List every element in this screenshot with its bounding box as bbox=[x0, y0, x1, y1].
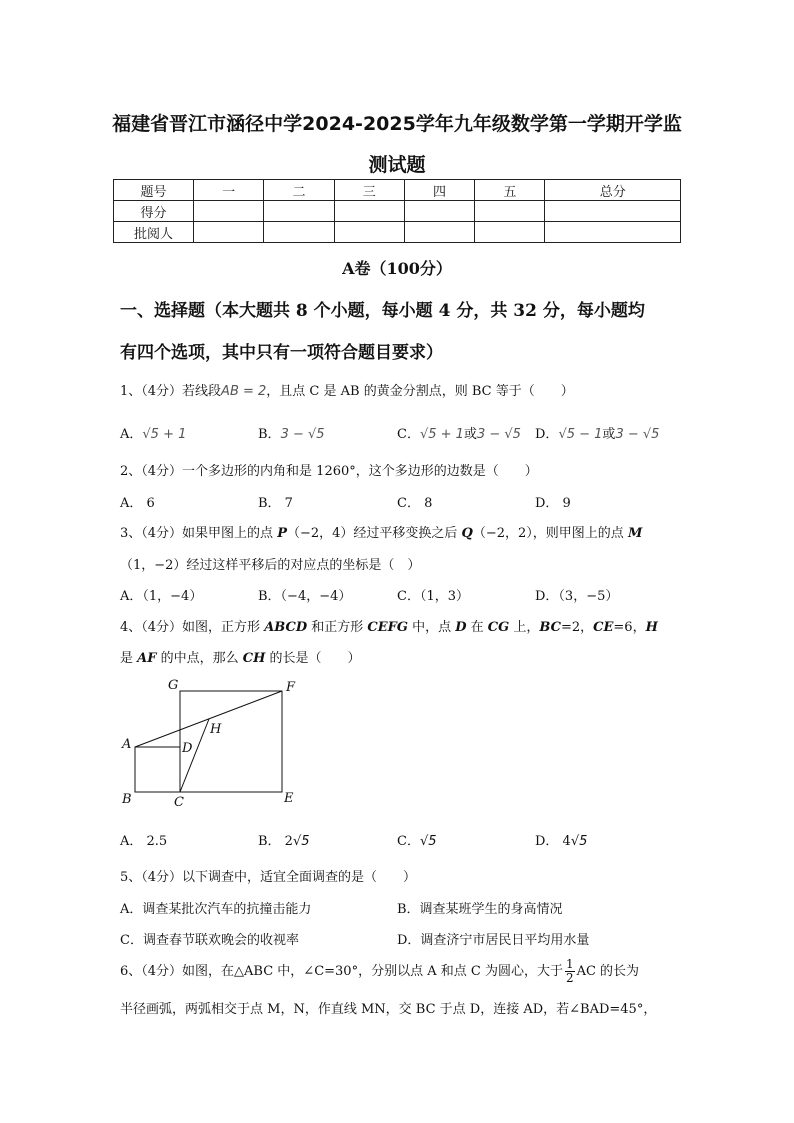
exam-title-line2: 测试题 bbox=[368, 154, 426, 176]
score-cell bbox=[334, 201, 404, 222]
q3-option-b[interactable]: B．（−4，−4） bbox=[258, 589, 352, 604]
q1-option-d-or: 或 bbox=[602, 427, 616, 442]
score-table bbox=[113, 179, 681, 243]
q4-option-a[interactable] bbox=[120, 830, 167, 849]
q4-option-d[interactable] bbox=[535, 830, 587, 849]
label-c: C bbox=[174, 795, 184, 810]
q3-option-d[interactable]: D．（3，−5） bbox=[535, 589, 619, 604]
q4-stem-line1 bbox=[120, 616, 658, 635]
q4-option-d-math: √5 bbox=[570, 834, 588, 849]
q6-text: AC 的长为 bbox=[576, 964, 640, 979]
q3-option-c[interactable]: C．（1，3） bbox=[397, 589, 469, 604]
grader-cell bbox=[334, 222, 404, 243]
q6-fraction-denominator: 2 bbox=[565, 971, 574, 985]
q4-option-b[interactable] bbox=[258, 830, 310, 849]
q1-option-b-math: 3 − √5 bbox=[280, 427, 325, 442]
q1-option-c-math: √5 + 1 bbox=[419, 427, 464, 442]
score-cell bbox=[475, 201, 545, 222]
score-table-header-cell: 一 bbox=[194, 180, 264, 201]
q1-option-b-label: B． bbox=[258, 427, 281, 442]
q4-point-d: D bbox=[455, 620, 467, 635]
label-f: F bbox=[286, 680, 296, 695]
score-cell bbox=[545, 201, 681, 222]
q3-point-m: M bbox=[627, 526, 643, 541]
q4-option-a-label: A． 2.5 bbox=[120, 834, 168, 849]
q4-text: =6， bbox=[613, 620, 646, 635]
q4-text: 的长是（ ） bbox=[265, 651, 361, 666]
score-table-header-cell: 二 bbox=[264, 180, 334, 201]
q5-option-d[interactable]: D．调查济宁市居民日平均用水量 bbox=[397, 933, 590, 948]
q6-text: 6、（4分）如图，在△ABC 中，∠C=30°，分别以点 A 和点 C 为圆心，大于 bbox=[120, 964, 563, 979]
q4-option-d-label: D． 4 bbox=[535, 834, 571, 849]
q1-option-c-or: 或 bbox=[463, 427, 477, 442]
label-d: D bbox=[182, 741, 193, 756]
q4-option-c-math: √5 bbox=[419, 834, 437, 849]
grader-cell bbox=[545, 222, 681, 243]
q4-text: 上， bbox=[509, 620, 540, 635]
label-g: G bbox=[168, 678, 179, 693]
q3-text: （−2，4）经过平移变换之后 bbox=[286, 526, 462, 541]
q2-option-a[interactable]: A． 6 bbox=[120, 496, 155, 511]
q1-option-a-label: A． bbox=[120, 427, 143, 442]
score-table-row-grader bbox=[114, 222, 681, 243]
square-cefg bbox=[180, 691, 282, 792]
q1-option-c-label: C． bbox=[397, 427, 420, 442]
q4-square-cefg: CEFG bbox=[367, 620, 408, 635]
q1-stem bbox=[120, 380, 574, 399]
q1-option-c-math2: 3 − √5 bbox=[476, 427, 521, 442]
q5-option-c[interactable]: C．调查春节联欢晚会的收视率 bbox=[120, 933, 299, 948]
score-table-header-cell: 五 bbox=[475, 180, 545, 201]
score-table-header-cell: 题号 bbox=[114, 180, 194, 201]
section1-heading-line1: 一、选择题（本大题共 8 个小题，每小题 4 分，共 32 分，每小题均 bbox=[120, 301, 645, 321]
q1-stem-math: AB = 2 bbox=[221, 384, 267, 399]
q3-text: （−2，2），则甲图上的点 bbox=[472, 526, 628, 541]
paper-a-label: A卷（100分） bbox=[342, 259, 452, 278]
q1-option-b[interactable] bbox=[258, 423, 325, 442]
q1-option-d-label: D． bbox=[535, 427, 559, 442]
grader-row-label: 批阅人 bbox=[114, 222, 194, 243]
q2-option-d[interactable]: D． 9 bbox=[535, 496, 571, 511]
q4-text: 中，点 bbox=[407, 620, 456, 635]
q4-square-abcd: ABCD bbox=[264, 620, 308, 635]
q6-fraction-half bbox=[565, 958, 575, 985]
q4-segment-ch: CH bbox=[242, 651, 266, 666]
q4-text: 的中点，那么 bbox=[156, 651, 243, 666]
q4-segment-cg: CG bbox=[487, 620, 510, 635]
q4-text: 4、（4分）如图，正方形 bbox=[120, 620, 265, 635]
q1-option-a-math: √5 + 1 bbox=[142, 427, 187, 442]
q2-stem: 2、（4分）一个多边形的内角和是 1260°，这个多边形的边数是（ ） bbox=[120, 464, 538, 479]
q4-point-h: H bbox=[645, 620, 658, 635]
score-table-header-cell: 总分 bbox=[545, 180, 681, 201]
q1-option-c[interactable] bbox=[397, 423, 521, 442]
exam-title-line1: 福建省晋江市涵径中学2024-2025学年九年级数学第一学期开学监 bbox=[112, 113, 682, 135]
q3-point-q: Q bbox=[461, 526, 473, 541]
score-cell bbox=[264, 201, 334, 222]
q4-text: 在 bbox=[466, 620, 488, 635]
section1-heading-line2: 有四个选项，其中只有一项符合题目要求） bbox=[120, 343, 443, 363]
q4-option-c-label: C． bbox=[397, 834, 420, 849]
grader-cell bbox=[194, 222, 264, 243]
grader-cell bbox=[264, 222, 334, 243]
score-row-label: 得分 bbox=[114, 201, 194, 222]
q4-geometry-figure bbox=[118, 676, 308, 811]
q6-stem-line2: 半径画弧，两弧相交于点 M，N，作直线 MN，交 BC 于点 D，连接 AD，若∠BAD=45°， bbox=[120, 1002, 657, 1017]
q4-stem-line2 bbox=[120, 647, 361, 666]
q3-point-p: P bbox=[277, 526, 287, 541]
q4-segment-bc: BC bbox=[539, 620, 561, 635]
q4-text: 和正方形 bbox=[307, 620, 368, 635]
q1-stem-pre: 1、（4分）若线段 bbox=[120, 384, 222, 399]
label-e: E bbox=[284, 791, 294, 806]
q4-text: =2， bbox=[560, 620, 594, 635]
q1-option-d[interactable] bbox=[535, 423, 659, 442]
q4-option-b-math: √5 bbox=[292, 834, 310, 849]
label-a: A bbox=[122, 737, 132, 752]
q4-text: 是 bbox=[120, 651, 138, 666]
score-cell bbox=[404, 201, 474, 222]
label-h: H bbox=[210, 722, 222, 737]
score-table-header-row bbox=[114, 180, 681, 201]
q5-option-a[interactable]: A．调查某批次汽车的抗撞击能力 bbox=[120, 902, 312, 917]
q6-stem-line1 bbox=[120, 958, 639, 985]
q1-option-d-math: √5 − 1 bbox=[558, 427, 603, 442]
q3-stem-line1 bbox=[120, 522, 642, 541]
q5-stem: 5、（4分）以下调查中，适宜全面调查的是（ ） bbox=[120, 870, 417, 885]
q1-option-d-math2: 3 − √5 bbox=[615, 427, 660, 442]
score-cell bbox=[194, 201, 264, 222]
q1-option-a[interactable] bbox=[120, 423, 186, 442]
q2-option-b[interactable]: B． 7 bbox=[258, 496, 293, 511]
grader-cell bbox=[404, 222, 474, 243]
q4-option-b-label: B． 2 bbox=[258, 834, 293, 849]
score-table-header-cell: 三 bbox=[334, 180, 404, 201]
q5-option-b[interactable]: B．调查某班学生的身高情况 bbox=[397, 902, 563, 917]
q2-option-c[interactable]: C． 8 bbox=[397, 496, 433, 511]
score-table-header-cell: 四 bbox=[404, 180, 474, 201]
square-abcd bbox=[135, 747, 180, 792]
q4-segment-af: AF bbox=[137, 651, 157, 666]
q3-option-a[interactable]: A．（1，−4） bbox=[120, 589, 203, 604]
q6-fraction-numerator: 1 bbox=[565, 957, 574, 971]
score-table-row-score bbox=[114, 201, 681, 222]
q3-stem-line2: （1，−2）经过这样平移后的对应点的坐标是（ ） bbox=[120, 558, 421, 573]
q3-text: 3、（4分）如果甲图上的点 bbox=[120, 526, 278, 541]
label-b: B bbox=[122, 792, 132, 807]
q1-stem-post: ，且点 C 是 AB 的黄金分割点，则 BC 等于（ ） bbox=[266, 384, 574, 399]
q4-option-c[interactable] bbox=[397, 830, 437, 849]
q4-segment-ce: CE bbox=[593, 620, 614, 635]
grader-cell bbox=[475, 222, 545, 243]
